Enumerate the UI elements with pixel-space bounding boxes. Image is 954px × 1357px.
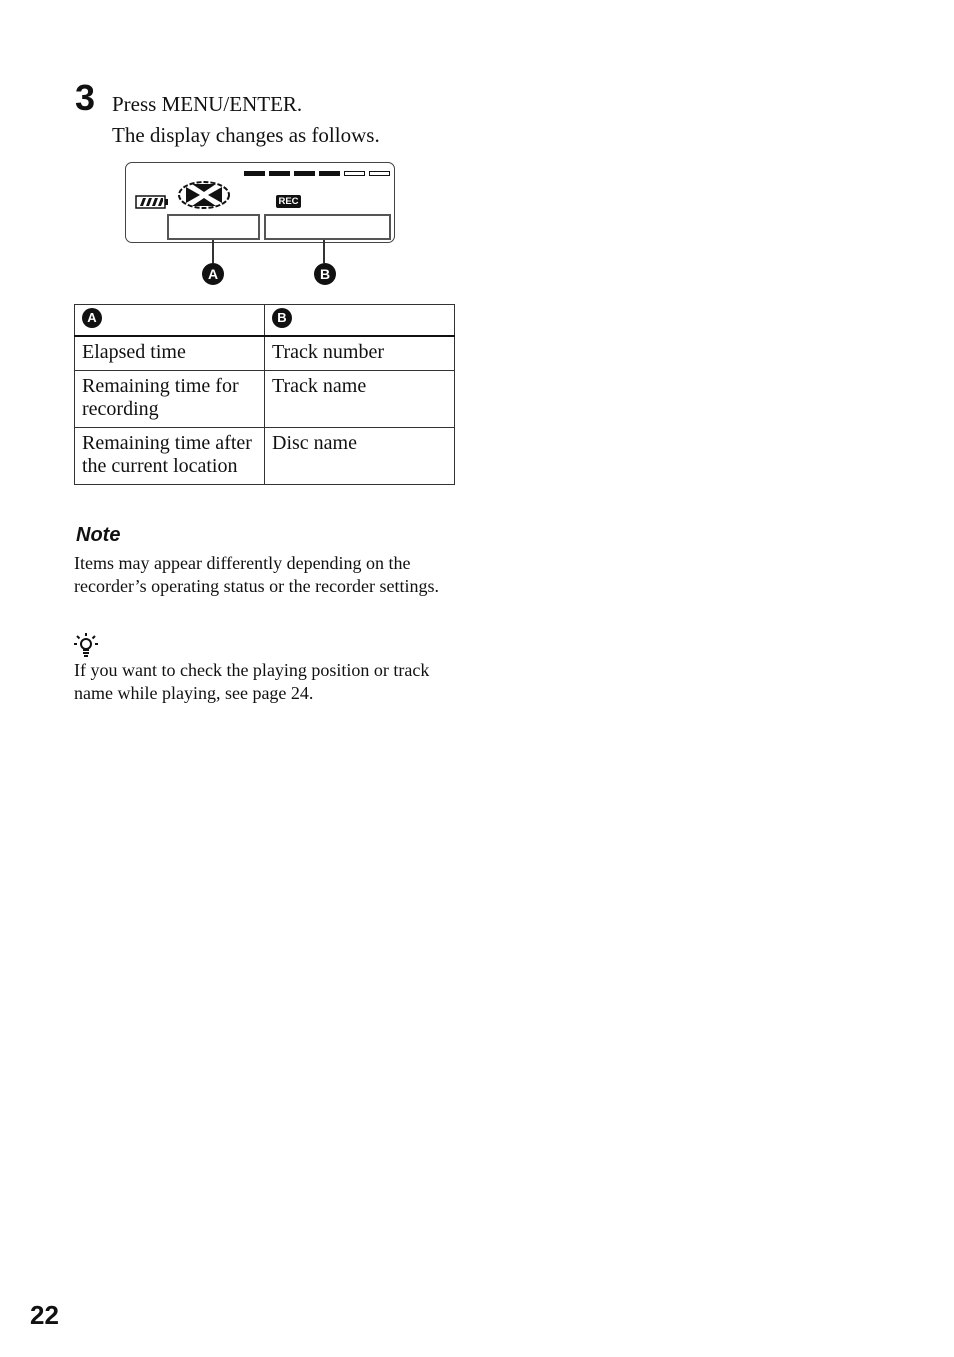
display-field-a: [167, 214, 260, 240]
table-row: [75, 371, 455, 428]
level-segment: [319, 171, 340, 176]
note-heading: Note: [76, 524, 121, 546]
table-cell: Track number: [265, 336, 455, 371]
callout-line-b: [323, 240, 325, 263]
table-row: [75, 428, 455, 485]
rec-indicator: REC: [276, 195, 301, 208]
callout-badge-a: A: [202, 263, 224, 285]
page-number: 22: [30, 1300, 59, 1330]
table-header-row: [75, 305, 455, 337]
header-badge-b: B: [272, 308, 292, 328]
callout-badge-b: B: [314, 263, 336, 285]
lcd-display-illustration: [125, 162, 395, 243]
lightbulb-hint-icon: [74, 632, 98, 658]
table-header-cell-b: [265, 305, 455, 337]
battery-icon: [135, 195, 169, 209]
level-segment: [244, 171, 265, 176]
table-row: [75, 336, 455, 371]
table-cell: Remaining time after the current location: [75, 428, 265, 485]
display-field-b: [264, 214, 391, 240]
step-number: 3: [75, 77, 96, 118]
table-cell: Track name: [265, 371, 455, 428]
level-segment: [269, 171, 290, 176]
hint-text: If you want to check the playing position or track name while playing, see page 24.: [74, 660, 430, 703]
note-text: Items may appear differently depending on the recorder’s operating status or the recorder settings.: [74, 553, 440, 596]
step-instruction: Press MENU/ENTER.: [112, 92, 303, 116]
table-cell: Disc name: [265, 428, 455, 485]
step-detail: The display changes as follows.: [112, 123, 380, 147]
table-cell: Elapsed time: [75, 336, 265, 371]
disc-icon: [177, 180, 231, 210]
header-badge-a: A: [82, 308, 102, 328]
level-segment: [294, 171, 315, 176]
level-segment: [344, 171, 365, 176]
level-segment: [369, 171, 390, 176]
table-cell: Remaining time for recording: [75, 371, 265, 428]
table-header-cell-a: [75, 305, 265, 337]
display-items-table: [74, 304, 455, 485]
callout-line-a: [212, 240, 214, 263]
